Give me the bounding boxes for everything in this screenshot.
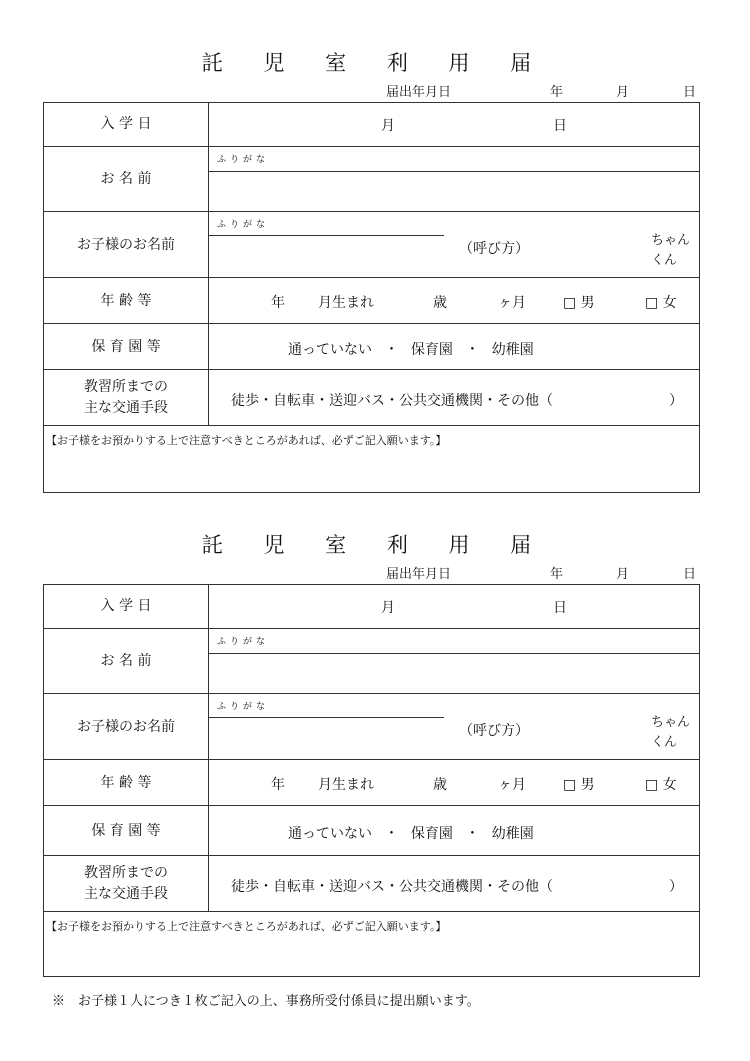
transport-options[interactable] xyxy=(209,856,699,912)
nursery-options[interactable] xyxy=(209,806,699,856)
nursery-label: 保 育 園 等 xyxy=(44,806,209,856)
row-age xyxy=(44,277,699,324)
transport-choices[interactable]: 徒歩・自転車・送迎バス・公共交通機関・その他（ xyxy=(231,393,553,409)
transport-label-line2: 主な交通手段 xyxy=(84,400,168,416)
row-nursery xyxy=(44,805,699,856)
age-months: ヶ月 xyxy=(498,777,526,793)
name-label: お 名 前 xyxy=(44,629,209,694)
name-field[interactable] xyxy=(209,147,699,212)
submission-date-label: 届出年月日 xyxy=(386,85,452,100)
registration-table xyxy=(43,584,700,977)
child-name-field[interactable] xyxy=(209,694,699,760)
name-furigana: ふりがな xyxy=(217,637,270,647)
age-field[interactable] xyxy=(209,278,699,324)
enrollment-day: 日 xyxy=(553,118,567,134)
nursery-options[interactable] xyxy=(209,324,699,370)
transport-label xyxy=(44,370,209,426)
birth-year: 年 xyxy=(271,295,285,311)
name-furigana: ふりがな xyxy=(217,155,270,165)
row-notes xyxy=(44,425,699,493)
row-age xyxy=(44,759,699,806)
form-title: 託 児 室 利 用 届 xyxy=(201,533,549,557)
enrollment-day: 日 xyxy=(553,600,567,616)
submission-year: 年 xyxy=(550,567,564,582)
enrollment-month: 月 xyxy=(381,600,395,616)
nursery-choices[interactable]: 通っていない ・ 保育園 ・ 幼稚園 xyxy=(288,342,534,358)
nursery-label: 保 育 園 等 xyxy=(44,324,209,370)
child-name-label: お子様のお名前 xyxy=(44,212,209,278)
submission-month: 月 xyxy=(616,85,630,100)
notes-field[interactable] xyxy=(44,450,699,492)
enrollment-date-field[interactable] xyxy=(209,585,699,628)
transport-close-paren: ） xyxy=(669,393,683,409)
notes-instruction: 【お子様をお預かりする上で注意すべきところがあれば、必ずご記入願います。】 xyxy=(46,434,447,447)
female-checkbox[interactable]: □ 女 xyxy=(645,777,677,793)
kun-suffix: くん xyxy=(651,735,678,750)
male-checkbox[interactable]: □ 男 xyxy=(563,777,595,793)
age-years: 歳 xyxy=(433,777,447,793)
row-transport xyxy=(44,369,699,426)
furigana-divider xyxy=(209,235,444,236)
transport-label xyxy=(44,856,209,912)
enrollment-date-field[interactable] xyxy=(209,103,699,146)
birth-month: 月生まれ xyxy=(318,295,374,311)
submission-month: 月 xyxy=(616,567,630,582)
transport-close-paren: ） xyxy=(669,879,683,895)
footer-note: ※ お子様１人につき１枚ご記入の上、事務所受付係員に提出願います。 xyxy=(52,994,480,1009)
enrollment-month: 月 xyxy=(381,118,395,134)
birth-year: 年 xyxy=(271,777,285,793)
submission-day: 日 xyxy=(683,567,697,582)
row-nursery xyxy=(44,323,699,370)
nickname-label: （呼び方） xyxy=(459,723,529,739)
row-child-name xyxy=(44,211,699,278)
chan-suffix: ちゃん xyxy=(651,233,691,248)
age-label: 年 齢 等 xyxy=(44,760,209,806)
row-enrollment-date xyxy=(44,585,699,628)
transport-label-line2: 主な交通手段 xyxy=(84,886,168,902)
form-title: 託 児 室 利 用 届 xyxy=(201,51,549,75)
row-name xyxy=(44,146,699,212)
submission-day: 日 xyxy=(683,85,697,100)
row-child-name xyxy=(44,693,699,760)
notes-field[interactable] xyxy=(44,936,699,976)
furigana-divider xyxy=(209,171,699,172)
registration-table xyxy=(43,102,700,493)
nursery-choices[interactable]: 通っていない ・ 保育園 ・ 幼稚園 xyxy=(288,826,534,842)
transport-choices[interactable]: 徒歩・自転車・送迎バス・公共交通機関・その他（ xyxy=(231,879,553,895)
birth-month: 月生まれ xyxy=(318,777,374,793)
row-name xyxy=(44,628,699,694)
age-field[interactable] xyxy=(209,760,699,806)
transport-options[interactable] xyxy=(209,370,699,426)
row-enrollment-date xyxy=(44,103,699,146)
row-notes xyxy=(44,911,699,977)
age-label: 年 齢 等 xyxy=(44,278,209,324)
age-years: 歳 xyxy=(433,295,447,311)
name-label: お 名 前 xyxy=(44,147,209,212)
enrollment-date-label: 入 学 日 xyxy=(44,103,209,146)
submission-year: 年 xyxy=(550,85,564,100)
furigana-divider xyxy=(209,653,699,654)
name-field[interactable] xyxy=(209,629,699,694)
notes-instruction: 【お子様をお預かりする上で注意すべきところがあれば、必ずご記入願います。】 xyxy=(46,920,447,933)
submission-date-label: 届出年月日 xyxy=(386,567,452,582)
chan-suffix: ちゃん xyxy=(651,715,691,730)
furigana-divider xyxy=(209,717,444,718)
row-transport xyxy=(44,855,699,912)
child-name-furigana: ふりがな xyxy=(217,702,270,712)
transport-label-line1: 教習所までの xyxy=(84,865,168,881)
male-checkbox[interactable]: □ 男 xyxy=(563,295,595,311)
child-name-label: お子様のお名前 xyxy=(44,694,209,760)
female-checkbox[interactable]: □ 女 xyxy=(645,295,677,311)
enrollment-date-label: 入 学 日 xyxy=(44,585,209,628)
child-name-field[interactable] xyxy=(209,212,699,278)
transport-label-line1: 教習所までの xyxy=(84,379,168,395)
child-name-furigana: ふりがな xyxy=(217,220,270,230)
age-months: ヶ月 xyxy=(498,295,526,311)
kun-suffix: くん xyxy=(651,253,678,268)
nickname-label: （呼び方） xyxy=(459,241,529,257)
